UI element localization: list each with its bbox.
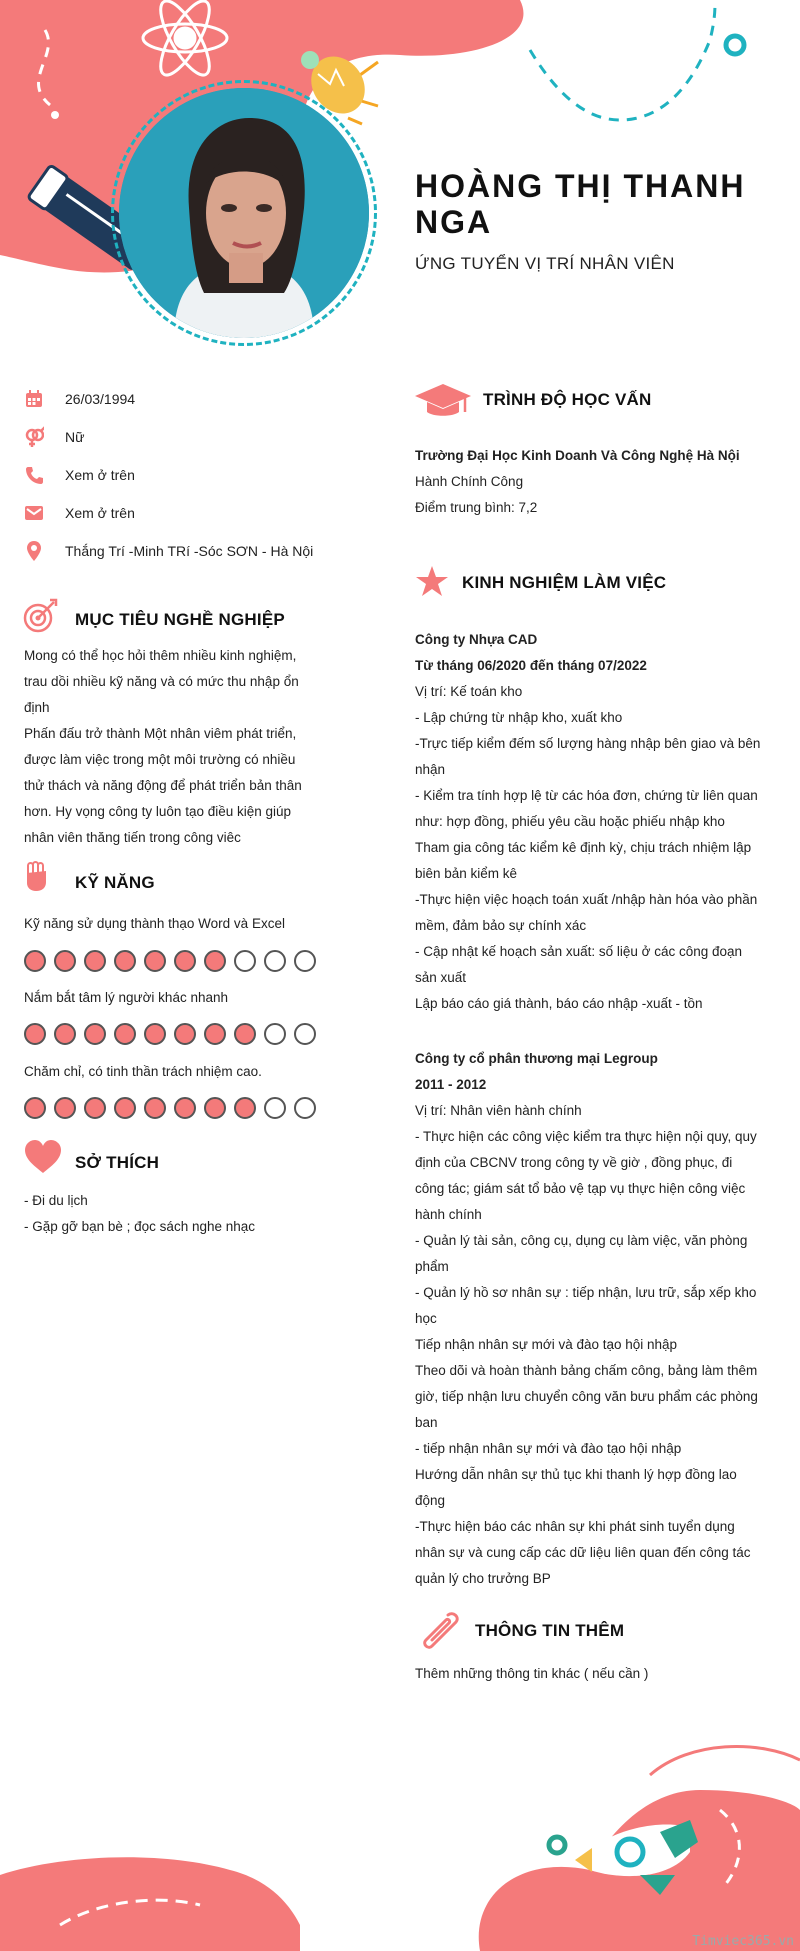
rating-dot-filled bbox=[54, 1097, 76, 1119]
major: Hành Chính Công bbox=[415, 474, 524, 489]
job-2-details: Vị trí: Nhân viên hành chính - Thực hiện các công việc kiểm tra thực hiện nội quy, quy định của CBCNV trong công ty về giờ , đồng phục, đi công tác; giám sát tổ bảo vệ tạp vụ thực hiện công việc hành chính - Quản lý tài sản, công cụ, dụng cụ làm việc, văn phòng phẩm - Quản lý hồ sơ nhân sự : tiếp nhận, lưu trữ, sắp xếp kho học Tiếp nhận nhân sự mới và đào tạo hội nhập Theo dõi và hoàn thành bảng chấm công, bảng làm thêm giờ, tiếp nhận lưu chuyển công văn bưu phẩm các phòng ban - tiếp nhận nhân sự mới và đào tạo hội nhập Hướng dẫn nhân sự thủ tục khi thanh lý hợp đồng lao động -Thực hiện báo các nhân sự khi phát sinh tuyển dụng nhân sự và cung cấp các dữ liệu liên quan đến công tác quản lý cho trưởng BP bbox=[415, 1103, 758, 1586]
rating-dot-filled bbox=[204, 1097, 226, 1119]
gender-icon bbox=[24, 427, 44, 447]
contact-phone: Xem ở trên bbox=[24, 462, 344, 488]
contact-email: Xem ở trên bbox=[24, 500, 344, 526]
phone-icon bbox=[24, 465, 44, 485]
job-2-company: Công ty cổ phân thương mại Legroup bbox=[415, 1051, 658, 1066]
contact-gender: Nữ bbox=[24, 424, 344, 450]
rating-dot-empty bbox=[264, 950, 286, 972]
education-title: TRÌNH ĐỘ HỌC VẤN bbox=[483, 390, 652, 409]
rating-dot-empty bbox=[294, 1097, 316, 1119]
job-1-details: Vị trí: Kế toán kho - Lập chứng từ nhập kho, xuất kho -Trực tiếp kiểm đếm số lượng hàng nhập bên giao và bên nhận - Kiểm tra tính hợp lệ từ các hóa đơn, chứng từ liên quan như: hợp đồng, phiếu yêu cầu hoặc phiếu nhập kho Tham gia công tác kiểm kê định kỳ, chịu trách nhiệm lập biên bản kiểm kê -Thực hiện việc hoạch toán xuất /nhập hàn hóa vào phần mềm, đảm bảo sự chính xác - Cập nhật kế hoạch sản xuất: số liệu ở các công đoạn sản xuất Lập báo cáo giá thành, báo cáo nhập -xuất - tồn bbox=[415, 684, 761, 1011]
rating-dot-empty bbox=[264, 1023, 286, 1045]
rating-dot-filled bbox=[174, 1023, 196, 1045]
email-icon bbox=[24, 503, 44, 523]
rating-dot-filled bbox=[114, 1023, 136, 1045]
hobbies-title: SỞ THÍCH bbox=[75, 1153, 160, 1172]
rating-dot-filled bbox=[84, 950, 106, 972]
skill-1-label: Kỹ năng sử dụng thành thạo Word và Excel bbox=[24, 916, 285, 931]
footer-decoration bbox=[0, 1720, 800, 1951]
job-1-company: Công ty Nhựa CAD bbox=[415, 632, 538, 647]
skill-3-label: Chăm chỉ, có tinh thần trách nhiệm cao. bbox=[24, 1064, 262, 1079]
rating-dot-filled bbox=[234, 1097, 256, 1119]
job-position: ỨNG TUYỂN VỊ TRÍ NHÂN VIÊN bbox=[415, 254, 675, 273]
rating-dot-filled bbox=[144, 1097, 166, 1119]
skill-2-label: Nắm bắt tâm lý người khác nhanh bbox=[24, 990, 228, 1005]
rating-dot-filled bbox=[114, 950, 136, 972]
skills-title: KỸ NĂNG bbox=[75, 873, 155, 892]
job-1-period: Từ tháng 06/2020 đến tháng 07/2022 bbox=[415, 658, 647, 673]
rating-dot-filled bbox=[54, 950, 76, 972]
location-pin-icon bbox=[24, 541, 44, 561]
rating-dot-filled bbox=[174, 950, 196, 972]
rating-dot-filled bbox=[144, 1023, 166, 1045]
rating-dot-filled bbox=[54, 1023, 76, 1045]
rating-dot-filled bbox=[114, 1097, 136, 1119]
rating-dot-filled bbox=[204, 1023, 226, 1045]
heart-icon bbox=[24, 1140, 62, 1174]
hobbies-list: - Đi du lịch - Gặp gỡ bạn bè ; đọc sách nghe nhạc bbox=[24, 1193, 256, 1234]
skill-2-rating bbox=[24, 1023, 324, 1045]
skill-1-rating bbox=[24, 950, 324, 972]
objective-title: MỤC TIÊU NGHỀ NGHIỆP bbox=[75, 610, 285, 629]
additional-text: Thêm những thông tin khác ( nếu cần ) bbox=[415, 1666, 649, 1681]
contact-birthdate: 26/03/1994 bbox=[24, 386, 344, 412]
rating-dot-filled bbox=[84, 1023, 106, 1045]
gpa: Điểm trung bình: 7,2 bbox=[415, 500, 538, 515]
graduation-cap-icon bbox=[415, 384, 471, 418]
additional-title: THÔNG TIN THÊM bbox=[475, 1621, 625, 1640]
rating-dot-empty bbox=[264, 1097, 286, 1119]
rating-dot-filled bbox=[24, 950, 46, 972]
rating-dot-empty bbox=[294, 950, 316, 972]
experience-title: KINH NGHIỆM LÀM VIỆC bbox=[462, 573, 667, 592]
photo-dashed-ring bbox=[111, 80, 377, 346]
job-2-period: 2011 - 2012 bbox=[415, 1077, 487, 1092]
rating-dot-filled bbox=[144, 950, 166, 972]
paperclip-icon bbox=[418, 1611, 460, 1653]
rating-dot-filled bbox=[204, 950, 226, 972]
objective-text: Mong có thể học hỏi thêm nhiều kinh nghiệm, trau dồi nhiều kỹ năng và có mức thu nhập ổn định Phấn đấu trở thành Một nhân viêm phát triển, được làm việc trong một môi trường có nhiều thử thách và năng động để phát triển bản thân hơn. Hy vọng công ty luôn tạo điều kiện giúp nhân viên thăng tiến trong công viêc bbox=[24, 648, 302, 845]
contact-address: Thắng Trí -Minh TRí -Sóc SƠN - Hà Nội bbox=[24, 538, 344, 564]
rating-dot-empty bbox=[294, 1023, 316, 1045]
rating-dot-filled bbox=[234, 1023, 256, 1045]
star-icon bbox=[415, 566, 449, 598]
skill-3-rating bbox=[24, 1097, 324, 1119]
rating-dot-empty bbox=[234, 950, 256, 972]
target-icon bbox=[22, 598, 58, 634]
rating-dot-filled bbox=[84, 1097, 106, 1119]
watermark: Timviec365.vn bbox=[692, 1934, 794, 1949]
rating-dot-filled bbox=[24, 1023, 46, 1045]
rating-dot-filled bbox=[174, 1097, 196, 1119]
school-name: Trường Đại Học Kinh Doanh Và Công Nghệ Hà Nội bbox=[415, 448, 740, 463]
full-name: HOÀNG THỊ THANH NGA bbox=[415, 168, 746, 240]
calendar-icon bbox=[24, 389, 44, 409]
raised-fist-icon bbox=[24, 861, 50, 893]
rating-dot-filled bbox=[24, 1097, 46, 1119]
